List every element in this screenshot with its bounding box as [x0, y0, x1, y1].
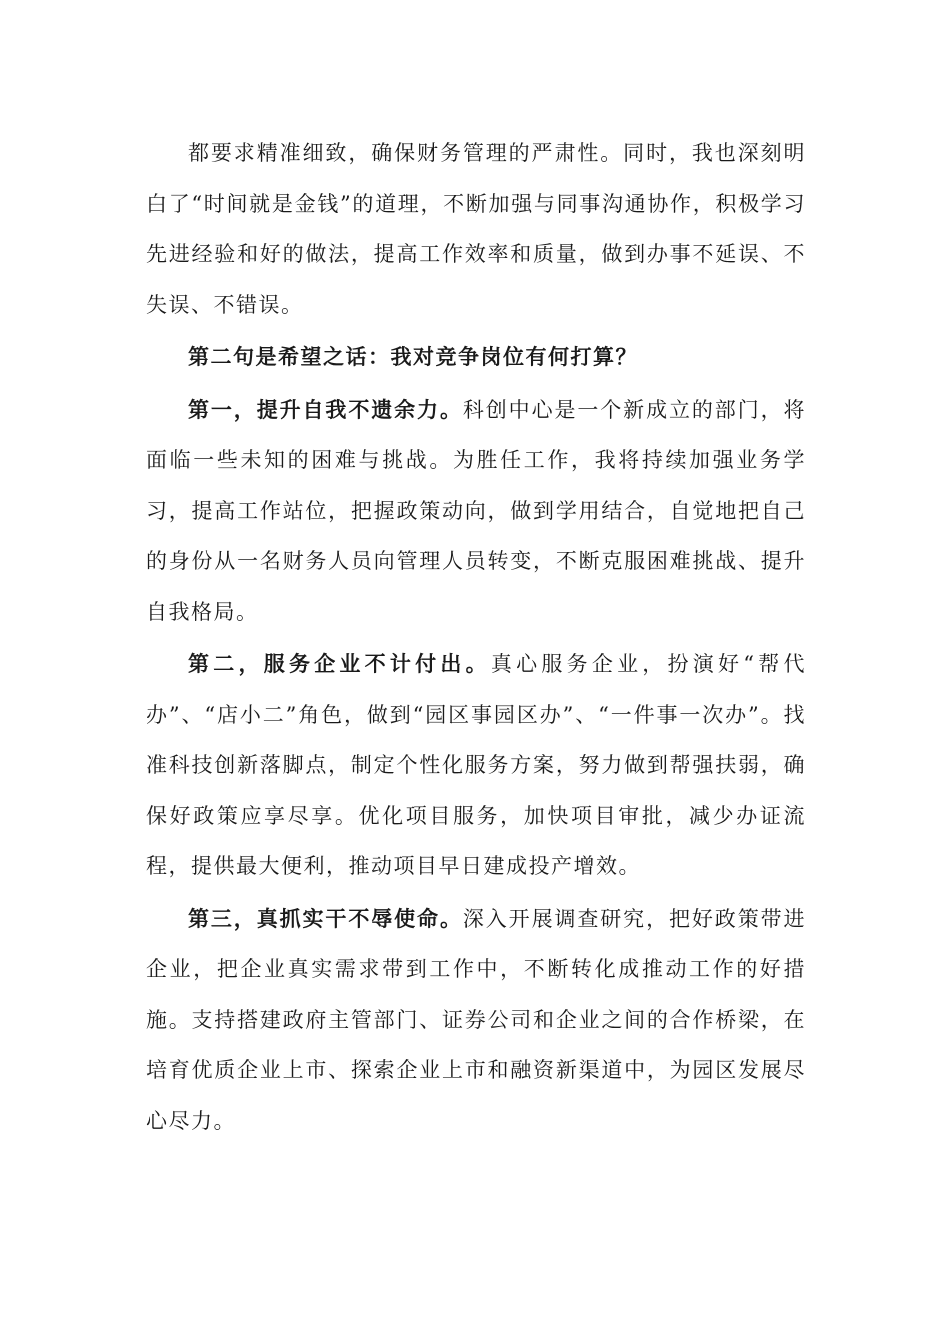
paragraph-text: 深入开展调查研究，把好政策带进企业，把企业真实需求带到工作中，不断转化成推动工作的好措施。支持搭建政府主管部门、证券公司和企业之间的合作桥梁，在培育优质企业上市、探索企业上市和融资新渠道中，为园区发展尽心尽力。	[146, 906, 807, 1133]
document-body	[146, 128, 806, 1148]
paragraph-text: 都要求精准细致，确保财务管理的严肃性。同时，我也深刻明白了“时间就是金钱”的道理，不断加强与同事沟通协作，积极学习先进经验和好的做法，提高工作效率和质量，做到办事不延误、不失误、不错误。	[146, 141, 806, 317]
paragraph-lead: 第三，真抓实干不辱使命。	[188, 905, 463, 931]
paragraph-text: 科创中心是一个新成立的部门，将面临一些未知的困难与挑战。为胜任工作，我将持续加强业务学习，提高工作站位，把握政策动向，做到学用结合，自觉地把自己的身份从一名财务人员向管理人员转变，不断克服困难挑战、提升自我格局。	[146, 397, 807, 624]
section-heading-hopes	[146, 332, 806, 383]
paragraph-first-point	[146, 385, 806, 638]
paragraph-second-point	[146, 639, 806, 892]
paragraph-lead: 第一，提升自我不遗余力。	[188, 396, 463, 422]
paragraph-third-point	[146, 894, 806, 1147]
paragraph-text: 真心服务企业，扮演好“帮代办”、“店小二”角色，做到“园区事园区办”、“一件事一次办”。找准科技创新落脚点，制定个性化服务方案，努力做到帮强扶弱，确保好政策应享尽享。优化项目服务，加快项目审批，减少办证流程，提供最大便利，推动项目早日建成投产增效。	[146, 652, 806, 878]
section-heading-text: 第二句是希望之话：我对竞争岗位有何打算？	[188, 344, 638, 369]
paragraph-finance-rigor	[146, 128, 806, 330]
paragraph-lead: 第二，服务企业不计付出。	[188, 651, 491, 676]
